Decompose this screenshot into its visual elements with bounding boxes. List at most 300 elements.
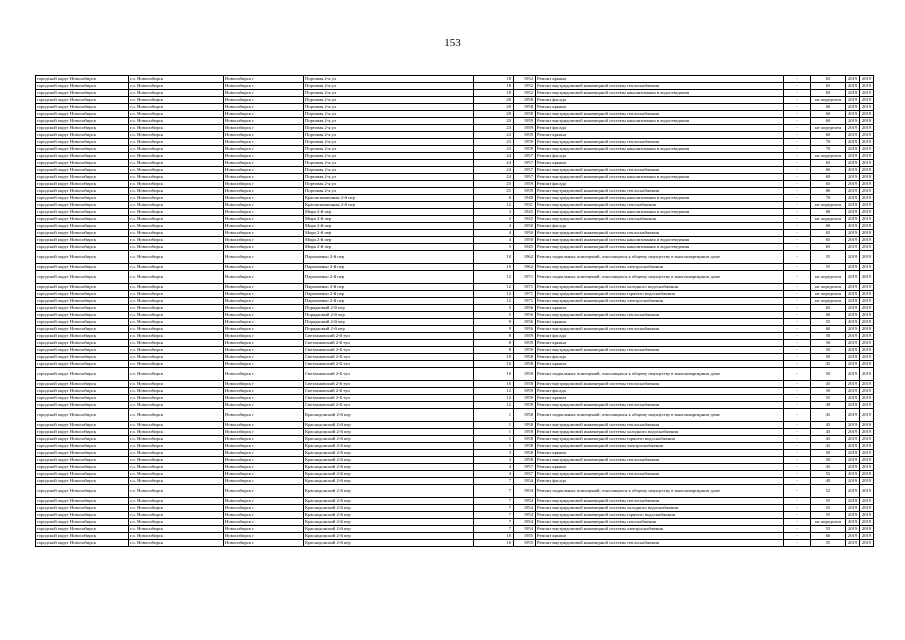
- table-row: [36, 450, 874, 457]
- table-cell-cost: 69: [811, 174, 846, 181]
- table-cell-plan_end: 2019: [860, 312, 874, 319]
- table-cell-cost: 49: [811, 402, 846, 409]
- table-cell-plan_start: 2019: [846, 90, 860, 97]
- table-cell-address: Мира 2-й пер: [304, 230, 474, 237]
- table-cell-house: 7: [474, 498, 514, 505]
- table-cell-year: 1962: [514, 264, 536, 271]
- table-cell-year: 1958: [514, 111, 536, 118]
- table-cell-plan_end: 2019: [860, 195, 874, 202]
- table-cell-settlement: г.о. Новосибирск: [129, 354, 224, 361]
- table-cell-district: городской округ Новосибирск: [36, 402, 129, 409]
- table-cell-year: 1958: [514, 361, 536, 368]
- table-cell-work_type: Ремонт внутридомовой инженерной системы канализования и водоотведения: [536, 118, 784, 125]
- table-cell-plan_end: 2019: [860, 319, 874, 326]
- table-cell-extra: -: [784, 209, 811, 216]
- table-cell-year: 1956: [514, 312, 536, 319]
- table-cell-district: городской округ Новосибирск: [36, 139, 129, 146]
- table-cell-plan_start: 2019: [846, 139, 860, 146]
- table-cell-house: 7: [474, 505, 514, 512]
- table-cell-settlement: г.о. Новосибирск: [129, 188, 224, 195]
- table-cell-city: Новосибирск г: [224, 90, 304, 97]
- table-cell-cost: 65: [811, 83, 846, 90]
- table-row: [36, 76, 874, 83]
- table-cell-plan_end: 2019: [860, 326, 874, 333]
- page-number: 153: [444, 37, 461, 49]
- table-cell-cost: 55: [811, 498, 846, 505]
- table-cell-work_type: Ремонт внутридомовой инженерной системы теплоснабжения: [536, 498, 784, 505]
- table-cell-year: 1958: [514, 97, 536, 104]
- table-cell-work_type: Ремонт крыши: [536, 104, 784, 111]
- table-cell-settlement: г.о. Новосибирск: [129, 319, 224, 326]
- table-cell-year: 1959: [514, 340, 536, 347]
- table-cell-cost: не определен: [811, 216, 846, 223]
- table-cell-plan_end: 2019: [860, 422, 874, 429]
- table-cell-work_type: Ремонт фасада: [536, 97, 784, 104]
- table-cell-work_type: Ремонт внутридомовой инженерной системы теплоснабжения: [536, 457, 784, 464]
- table-cell-extra: -: [784, 284, 811, 291]
- table-cell-work_type: Ремонт крыши: [536, 340, 784, 347]
- table-cell-plan_start: 2019: [846, 319, 860, 326]
- table-cell-city: Новосибирск г: [224, 429, 304, 436]
- table-cell-plan_start: 2019: [846, 111, 860, 118]
- table-cell-house: 25: [474, 188, 514, 195]
- table-cell-plan_start: 2019: [846, 402, 860, 409]
- table-cell-city: Новосибирск г: [224, 195, 304, 202]
- table-cell-plan_end: 2019: [860, 450, 874, 457]
- table-cell-settlement: г.о. Новосибирск: [129, 485, 224, 498]
- table-cell-year: 1954: [514, 512, 536, 519]
- table-cell-extra: -: [784, 381, 811, 388]
- table-cell-extra: -: [784, 519, 811, 526]
- table-cell-settlement: г.о. Новосибирск: [129, 76, 224, 83]
- table-cell-house: 1: [474, 443, 514, 450]
- table-cell-plan_end: 2019: [860, 505, 874, 512]
- table-cell-settlement: г.о. Новосибирск: [129, 429, 224, 436]
- table-cell-district: городской округ Новосибирск: [36, 146, 129, 153]
- table-cell-year: 1971: [514, 298, 536, 305]
- table-cell-plan_end: 2019: [860, 298, 874, 305]
- table-cell-work_type: Ремонт крыши: [536, 305, 784, 312]
- table-cell-plan_start: 2019: [846, 498, 860, 505]
- table-cell-plan_end: 2019: [860, 478, 874, 485]
- table-cell-district: городской округ Новосибирск: [36, 368, 129, 381]
- table-cell-city: Новосибирск г: [224, 188, 304, 195]
- table-cell-district: городской округ Новосибирск: [36, 216, 129, 223]
- table-cell-city: Новосибирск г: [224, 237, 304, 244]
- table-cell-year: 1954: [514, 498, 536, 505]
- table-cell-plan_end: 2019: [860, 251, 874, 264]
- table-cell-city: Новосибирск г: [224, 498, 304, 505]
- table-cell-plan_end: 2019: [860, 526, 874, 533]
- table-row: [36, 347, 874, 354]
- table-cell-plan_start: 2019: [846, 181, 860, 188]
- table-cell-settlement: г.о. Новосибирск: [129, 361, 224, 368]
- table-cell-plan_end: 2019: [860, 209, 874, 216]
- table-cell-settlement: г.о. Новосибирск: [129, 409, 224, 422]
- table-cell-year: 1945: [514, 244, 536, 251]
- table-cell-year: 1954: [514, 519, 536, 526]
- table-cell-cost: 65: [811, 244, 846, 251]
- table-cell-city: Новосибирск г: [224, 209, 304, 216]
- table-cell-extra: -: [784, 533, 811, 540]
- table-cell-plan_end: 2019: [860, 167, 874, 174]
- table-cell-extra: -: [784, 429, 811, 436]
- table-cell-city: Новосибирск г: [224, 505, 304, 512]
- table-cell-address: Мира 2-й пер: [304, 209, 474, 216]
- table-cell-plan_start: 2019: [846, 540, 860, 547]
- table-cell-plan_start: 2019: [846, 223, 860, 230]
- table-cell-address: Краснодонский 2-й пер: [304, 505, 474, 512]
- table-cell-city: Новосибирск г: [224, 457, 304, 464]
- table-cell-work_type: Ремонт крыши: [536, 160, 784, 167]
- table-cell-plan_end: 2019: [860, 132, 874, 139]
- table-cell-house: 1: [474, 429, 514, 436]
- table-cell-year: 1959: [514, 146, 536, 153]
- table-cell-city: Новосибирск г: [224, 519, 304, 526]
- table-cell-district: городской округ Новосибирск: [36, 237, 129, 244]
- table-cell-settlement: г.о. Новосибирск: [129, 498, 224, 505]
- table-cell-work_type: Ремонт крыши: [536, 361, 784, 368]
- table-cell-work_type: Ремонт крыши: [536, 319, 784, 326]
- table-cell-house: 8: [474, 347, 514, 354]
- table-cell-plan_end: 2019: [860, 97, 874, 104]
- table-row: [36, 326, 874, 333]
- table-cell-city: Новосибирск г: [224, 223, 304, 230]
- table-cell-plan_start: 2019: [846, 409, 860, 422]
- table-cell-house: 12: [474, 402, 514, 409]
- table-cell-year: 1954: [514, 526, 536, 533]
- table-row: [36, 361, 874, 368]
- table-cell-extra: -: [784, 326, 811, 333]
- table-cell-city: Новосибирск г: [224, 118, 304, 125]
- table-cell-plan_start: 2019: [846, 230, 860, 237]
- table-cell-plan_end: 2019: [860, 498, 874, 505]
- table-cell-address: Портовая 2-я ул: [304, 132, 474, 139]
- table-cell-city: Новосибирск г: [224, 216, 304, 223]
- table-cell-extra: -: [784, 97, 811, 104]
- table-cell-extra: -: [784, 471, 811, 478]
- table-cell-year: 1959: [514, 402, 536, 409]
- table-cell-work_type: Ремонт подвальных помещений, относящихся к общему имуществу в многоквартирном доме: [536, 485, 784, 498]
- table-cell-city: Новосибирск г: [224, 526, 304, 533]
- table-row: [36, 251, 874, 264]
- table-cell-address: Портовая 2-я ул: [304, 83, 474, 90]
- table-body: [36, 76, 874, 547]
- table-cell-district: городской округ Новосибирск: [36, 160, 129, 167]
- table-cell-settlement: г.о. Новосибирск: [129, 443, 224, 450]
- table-cell-house: 1: [474, 436, 514, 443]
- table-cell-plan_end: 2019: [860, 264, 874, 271]
- table-cell-address: Светлановский 2-й туп: [304, 395, 474, 402]
- table-cell-work_type: Ремонт фасада: [536, 153, 784, 160]
- table-cell-settlement: г.о. Новосибирск: [129, 237, 224, 244]
- table-cell-address: Пархоменко 2-й пер: [304, 284, 474, 291]
- table-cell-settlement: г.о. Новосибирск: [129, 457, 224, 464]
- table-cell-year: 1959: [514, 118, 536, 125]
- table-cell-district: городской округ Новосибирск: [36, 533, 129, 540]
- table-cell-plan_start: 2019: [846, 83, 860, 90]
- table-cell-district: городской округ Новосибирск: [36, 505, 129, 512]
- repair-schedule-sheet: [35, 75, 873, 547]
- table-cell-address: Краснодонский 2-й пер: [304, 485, 474, 498]
- table-cell-plan_end: 2019: [860, 409, 874, 422]
- table-row: [36, 533, 874, 540]
- table-cell-plan_start: 2019: [846, 326, 860, 333]
- table-cell-house: 10: [474, 540, 514, 547]
- table-row: [36, 181, 874, 188]
- table-cell-district: городской округ Новосибирск: [36, 188, 129, 195]
- table-cell-address: Краснодонский 2-й пер: [304, 512, 474, 519]
- table-cell-house: 10: [474, 368, 514, 381]
- table-cell-house: 24: [474, 153, 514, 160]
- table-cell-cost: 65: [811, 76, 846, 83]
- table-cell-work_type: Ремонт внутридомовой инженерной системы канализования и водоотведения: [536, 174, 784, 181]
- table-cell-address: Порядковый 2-й пер: [304, 305, 474, 312]
- table-cell-city: Новосибирск г: [224, 167, 304, 174]
- table-cell-plan_start: 2019: [846, 505, 860, 512]
- table-cell-plan_end: 2019: [860, 402, 874, 409]
- table-cell-work_type: Ремонт внутридомовой инженерной системы теплоснабжения: [536, 312, 784, 319]
- table-cell-address: Краснодонский 2-й пер: [304, 457, 474, 464]
- table-cell-extra: -: [784, 340, 811, 347]
- table-cell-city: Новосибирск г: [224, 340, 304, 347]
- table-cell-year: 1945: [514, 216, 536, 223]
- table-cell-city: Новосибирск г: [224, 326, 304, 333]
- table-cell-work_type: Ремонт внутридомовой инженерной системы теплоснабжения: [536, 230, 784, 237]
- table-row: [36, 443, 874, 450]
- table-row: [36, 429, 874, 436]
- table-cell-city: Новосибирск г: [224, 354, 304, 361]
- table-cell-district: городской округ Новосибирск: [36, 104, 129, 111]
- table-cell-district: городской округ Новосибирск: [36, 443, 129, 450]
- table-cell-address: Светлановский 2-й туп: [304, 354, 474, 361]
- table-row: [36, 478, 874, 485]
- table-cell-house: 12: [474, 388, 514, 395]
- table-cell-district: городской округ Новосибирск: [36, 209, 129, 216]
- table-cell-settlement: г.о. Новосибирск: [129, 90, 224, 97]
- table-cell-address: Портовая 2-я ул: [304, 139, 474, 146]
- table-cell-cost: 45: [811, 443, 846, 450]
- table-cell-plan_end: 2019: [860, 139, 874, 146]
- table-cell-district: городской округ Новосибирск: [36, 271, 129, 284]
- table-row: [36, 512, 874, 519]
- table-cell-settlement: г.о. Новосибирск: [129, 146, 224, 153]
- table-cell-plan_start: 2019: [846, 305, 860, 312]
- table-cell-extra: -: [784, 540, 811, 547]
- table-cell-plan_start: 2019: [846, 125, 860, 132]
- table-cell-settlement: г.о. Новосибирск: [129, 230, 224, 237]
- table-cell-city: Новосибирск г: [224, 244, 304, 251]
- table-cell-year: 1950: [514, 237, 536, 244]
- table-cell-year: 1956: [514, 305, 536, 312]
- table-row: [36, 498, 874, 505]
- table-cell-city: Новосибирск г: [224, 388, 304, 395]
- table-cell-work_type: Ремонт крыши: [536, 395, 784, 402]
- table-cell-extra: -: [784, 271, 811, 284]
- table-cell-address: Краснодонский 2-й пер: [304, 540, 474, 547]
- table-cell-plan_start: 2019: [846, 471, 860, 478]
- table-cell-address: Портовая 2-я ул: [304, 188, 474, 195]
- table-cell-house: 24: [474, 160, 514, 167]
- table-cell-house: 3: [474, 216, 514, 223]
- table-cell-house: 20: [474, 104, 514, 111]
- table-cell-house: 10: [474, 251, 514, 264]
- table-cell-settlement: г.о. Новосибирск: [129, 505, 224, 512]
- table-cell-plan_end: 2019: [860, 160, 874, 167]
- table-cell-address: Пархоменко 2-й пер: [304, 251, 474, 264]
- table-cell-address: Краснодонский 2-й пер: [304, 443, 474, 450]
- table-cell-plan_end: 2019: [860, 436, 874, 443]
- table-cell-extra: -: [784, 305, 811, 312]
- table-cell-district: городской округ Новосибирск: [36, 464, 129, 471]
- table-cell-city: Новосибирск г: [224, 512, 304, 519]
- table-cell-house: 7: [474, 512, 514, 519]
- table-cell-settlement: г.о. Новосибирск: [129, 326, 224, 333]
- table-cell-house: 5: [474, 305, 514, 312]
- table-cell-district: городской округ Новосибирск: [36, 347, 129, 354]
- table-cell-settlement: г.о. Новосибирск: [129, 388, 224, 395]
- table-cell-district: городской округ Новосибирск: [36, 284, 129, 291]
- table-cell-address: Портовая 2-я ул: [304, 174, 474, 181]
- table-cell-plan_start: 2019: [846, 195, 860, 202]
- table-cell-extra: -: [784, 464, 811, 471]
- table-row: [36, 174, 874, 181]
- table-cell-cost: не определен: [811, 284, 846, 291]
- table-cell-settlement: г.о. Новосибирск: [129, 526, 224, 533]
- table-row: [36, 230, 874, 237]
- table-cell-extra: -: [784, 76, 811, 83]
- table-cell-house: 3: [474, 457, 514, 464]
- table-cell-address: Портовая 2-я ул: [304, 160, 474, 167]
- table-cell-year: 1931: [514, 202, 536, 209]
- table-cell-year: 1954: [514, 478, 536, 485]
- table-cell-address: Портовая 2-я ул: [304, 146, 474, 153]
- table-cell-year: 1971: [514, 284, 536, 291]
- table-cell-settlement: г.о. Новосибирск: [129, 216, 224, 223]
- table-cell-extra: -: [784, 237, 811, 244]
- table-cell-city: Новосибирск г: [224, 422, 304, 429]
- table-cell-extra: -: [784, 526, 811, 533]
- table-cell-plan_end: 2019: [860, 181, 874, 188]
- table-cell-plan_start: 2019: [846, 244, 860, 251]
- table-cell-cost: 45: [811, 361, 846, 368]
- table-cell-address: Мира 2-й пер: [304, 216, 474, 223]
- table-cell-settlement: г.о. Новосибирск: [129, 153, 224, 160]
- table-cell-extra: -: [784, 312, 811, 319]
- table-cell-house: 10: [474, 533, 514, 540]
- table-row: [36, 83, 874, 90]
- table-cell-work_type: Ремонт внутридомовой инженерной системы канализования и водоотведения: [536, 90, 784, 97]
- table-cell-district: городской округ Новосибирск: [36, 111, 129, 118]
- table-cell-year: 1958: [514, 354, 536, 361]
- table-cell-cost: 55: [811, 251, 846, 264]
- table-cell-cost: 45: [811, 429, 846, 436]
- table-cell-plan_start: 2019: [846, 237, 860, 244]
- table-cell-year: 1940: [514, 195, 536, 202]
- table-row: [36, 264, 874, 271]
- table-cell-address: Краснодонский 2-й пер: [304, 450, 474, 457]
- table-cell-address: Пархоменко 2-й пер: [304, 291, 474, 298]
- table-cell-plan_end: 2019: [860, 237, 874, 244]
- table-cell-settlement: г.о. Новосибирск: [129, 368, 224, 381]
- table-cell-work_type: Ремонт внутридомовой инженерной системы горячего водоснабжения: [536, 512, 784, 519]
- table-cell-year: 1950: [514, 223, 536, 230]
- table-cell-district: городской округ Новосибирск: [36, 181, 129, 188]
- table-cell-district: городской округ Новосибирск: [36, 326, 129, 333]
- table-cell-address: Светлановский 2-й туп: [304, 340, 474, 347]
- table-cell-house: 18: [474, 76, 514, 83]
- table-cell-settlement: г.о. Новосибирск: [129, 132, 224, 139]
- table-cell-city: Новосибирск г: [224, 202, 304, 209]
- table-cell-plan_end: 2019: [860, 291, 874, 298]
- table-row: [36, 202, 874, 209]
- table-cell-district: городской округ Новосибирск: [36, 498, 129, 505]
- table-cell-address: Краснодонский 2-й пер: [304, 409, 474, 422]
- table-cell-house: 3: [474, 209, 514, 216]
- table-cell-plan_start: 2019: [846, 450, 860, 457]
- table-row: [36, 505, 874, 512]
- table-cell-house: 23: [474, 139, 514, 146]
- table-cell-cost: 60: [811, 104, 846, 111]
- table-cell-address: Краснодонский 2-й пер: [304, 498, 474, 505]
- table-cell-city: Новосибирск г: [224, 464, 304, 471]
- table-cell-plan_end: 2019: [860, 395, 874, 402]
- table-cell-city: Новосибирск г: [224, 305, 304, 312]
- table-cell-extra: -: [784, 125, 811, 132]
- table-cell-plan_start: 2019: [846, 271, 860, 284]
- table-cell-extra: -: [784, 319, 811, 326]
- table-cell-address: Портовая 2-я ул: [304, 118, 474, 125]
- table-cell-plan_end: 2019: [860, 284, 874, 291]
- table-cell-cost: не определен: [811, 519, 846, 526]
- table-cell-district: городской округ Новосибирск: [36, 305, 129, 312]
- table-cell-plan_end: 2019: [860, 485, 874, 498]
- table-cell-house: 18: [474, 83, 514, 90]
- table-cell-address: Светлановский 2-й туп: [304, 381, 474, 388]
- table-cell-address: Портовая 2-я ул: [304, 104, 474, 111]
- table-cell-cost: 45: [811, 381, 846, 388]
- table-cell-district: городской округ Новосибирск: [36, 125, 129, 132]
- table-cell-extra: -: [784, 230, 811, 237]
- table-cell-settlement: г.о. Новосибирск: [129, 174, 224, 181]
- table-cell-plan_end: 2019: [860, 443, 874, 450]
- table-row: [36, 104, 874, 111]
- table-cell-city: Новосибирск г: [224, 97, 304, 104]
- table-cell-settlement: г.о. Новосибирск: [129, 422, 224, 429]
- table-cell-extra: -: [784, 422, 811, 429]
- table-cell-settlement: г.о. Новосибирск: [129, 471, 224, 478]
- table-cell-settlement: г.о. Новосибирск: [129, 436, 224, 443]
- table-cell-district: городской округ Новосибирск: [36, 457, 129, 464]
- table-cell-cost: 60: [811, 209, 846, 216]
- table-cell-district: городской округ Новосибирск: [36, 340, 129, 347]
- table-cell-plan_end: 2019: [860, 216, 874, 223]
- table-cell-city: Новосибирск г: [224, 153, 304, 160]
- table-row: [36, 422, 874, 429]
- table-cell-cost: не определен: [811, 202, 846, 209]
- table-cell-year: 1957: [514, 464, 536, 471]
- table-cell-city: Новосибирск г: [224, 409, 304, 422]
- table-cell-cost: не определен: [811, 271, 846, 284]
- table-cell-plan_end: 2019: [860, 347, 874, 354]
- table-row: [36, 340, 874, 347]
- table-row: [36, 284, 874, 291]
- table-row: [36, 97, 874, 104]
- table-row: [36, 167, 874, 174]
- table-cell-address: Светлановский 2-й туп: [304, 347, 474, 354]
- table-cell-house: 25: [474, 181, 514, 188]
- table-cell-extra: -: [784, 202, 811, 209]
